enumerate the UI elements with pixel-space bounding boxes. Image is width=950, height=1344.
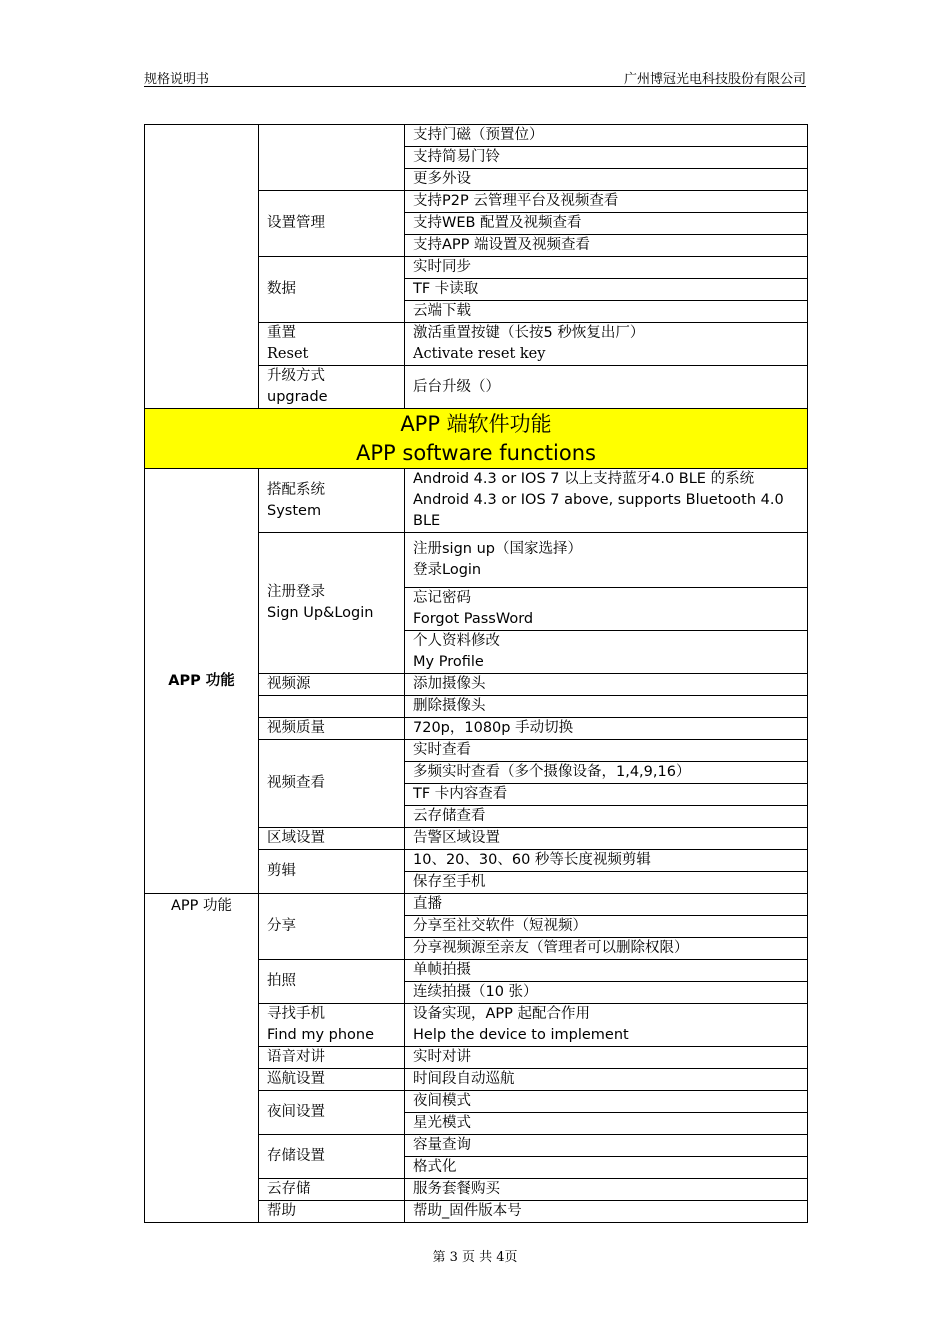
- feature-cell: [259, 696, 405, 718]
- detail-cell: 服务套餐购买: [405, 1179, 808, 1201]
- detail-cell: 实时同步: [405, 257, 808, 279]
- detail-cell: 云存储查看: [405, 806, 808, 828]
- page-header: [144, 66, 806, 87]
- detail-cell: 帮助_固件版本号: [405, 1201, 808, 1223]
- page-footer: 第 3 页 共 4页: [432, 1250, 518, 1265]
- detail-cell: [405, 588, 808, 631]
- feature-cell: 拍照: [259, 960, 405, 1004]
- detail-text: 个人资料修改: [413, 633, 500, 649]
- detail-text: 忘记密码: [413, 590, 471, 606]
- detail-cell: 容量查询: [405, 1135, 808, 1157]
- table-row: [145, 894, 808, 916]
- detail-cell: 删除摄像头: [405, 696, 808, 718]
- detail-cell: [405, 533, 808, 588]
- feature-cell: [259, 469, 405, 533]
- feature-label: 搭配系统: [267, 481, 325, 498]
- detail-cell: 分享至社交软件（短视频）: [405, 916, 808, 938]
- feature-cell: 存储设置: [259, 1135, 405, 1179]
- detail-cell: Android 4.3 or IOS 7 以上支持蓝牙4.0 BLE 的系统 Android 4.3 or IOS 7 above, supports Bluetooth 4.0 BLE: [405, 469, 808, 533]
- detail-cell: 星光模式: [405, 1113, 808, 1135]
- detail-text: 注册sign up（国家选择）: [413, 541, 582, 557]
- category-cell: APP 功能: [145, 894, 259, 1223]
- feature-cell: 帮助: [259, 1201, 405, 1223]
- detail-cell: 支持APP 端设置及视频查看: [405, 235, 808, 257]
- detail-text-en: 登录Login: [413, 562, 482, 578]
- detail-cell: 更多外设: [405, 169, 808, 191]
- detail-cell: 时间段自动巡航: [405, 1069, 808, 1091]
- feature-label-en: upgrade: [267, 389, 328, 405]
- detail-cell: 10、20、30、60 秒等长度视频剪辑: [405, 850, 808, 872]
- feature-cell: 夜间设置: [259, 1091, 405, 1135]
- banner-cell: [145, 409, 808, 469]
- feature-label-en: Reset: [267, 346, 309, 362]
- detail-cell: [405, 1004, 808, 1047]
- detail-cell: 保存至手机: [405, 872, 808, 894]
- detail-cell: 支持门磁（预置位）: [405, 125, 808, 147]
- detail-cell: 后台升级（）: [405, 366, 808, 409]
- feature-cell: 视频质量: [259, 718, 405, 740]
- detail-cell: 720p，1080p 手动切换: [405, 718, 808, 740]
- feature-cell: 云存储: [259, 1179, 405, 1201]
- detail-cell: 支持P2P 云管理平台及视频查看: [405, 191, 808, 213]
- detail-text: 设备实现，APP 起配合作用: [413, 1006, 591, 1022]
- detail-cell: 格式化: [405, 1157, 808, 1179]
- header-company: 广州博冠光电科技股份有限公司: [623, 72, 806, 87]
- detail-cell: 添加摄像头: [405, 674, 808, 696]
- detail-cell: [405, 631, 808, 674]
- feature-label-en: Find my phone: [267, 1027, 375, 1043]
- feature-cell: 区域设置: [259, 828, 405, 850]
- detail-cell: 实时对讲: [405, 1047, 808, 1069]
- detail-text-en: Help the device to implement: [413, 1027, 629, 1043]
- feature-cell: [259, 1004, 405, 1047]
- detail-cell: 夜间模式: [405, 1091, 808, 1113]
- detail-cell: 连续拍摄（10 张）: [405, 982, 808, 1004]
- detail-cell: 支持简易门铃: [405, 147, 808, 169]
- detail-cell: 直播: [405, 894, 808, 916]
- feature-label: 重置: [267, 325, 296, 341]
- feature-cell: [259, 125, 405, 191]
- table-row: [145, 469, 808, 533]
- category-cell: APP 功能: [145, 469, 259, 894]
- banner-title-en: APP software functions: [356, 440, 596, 465]
- detail-text-en: My Profile: [413, 654, 484, 670]
- feature-cell: 视频查看: [259, 740, 405, 828]
- feature-label: 升级方式: [267, 368, 325, 384]
- feature-cell: 视频源: [259, 674, 405, 696]
- header-doc-title: 规格说明书: [144, 72, 210, 87]
- feature-cell: [259, 323, 405, 366]
- feature-cell: 分享: [259, 894, 405, 960]
- section-banner: [145, 409, 808, 469]
- feature-cell: 语音对讲: [259, 1047, 405, 1069]
- detail-text: 激活重置按键（长按5 秒恢复出厂）: [413, 325, 645, 341]
- detail-cell: 告警区域设置: [405, 828, 808, 850]
- feature-cell: 巡航设置: [259, 1069, 405, 1091]
- feature-label-en: System: [267, 502, 322, 519]
- detail-cell: 单帧拍摄: [405, 960, 808, 982]
- feature-cell: 数据: [259, 257, 405, 323]
- feature-label: 注册登录: [267, 584, 325, 600]
- banner-title-cn: APP 端软件功能: [400, 411, 552, 436]
- feature-cell: [259, 533, 405, 674]
- spec-table: [144, 124, 808, 1223]
- detail-cell: [405, 323, 808, 366]
- detail-cell: 实时查看: [405, 740, 808, 762]
- feature-label-en: Sign Up&Login: [267, 605, 374, 621]
- detail-cell: TF 卡内容查看: [405, 784, 808, 806]
- category-cell: [145, 125, 259, 409]
- detail-cell: 分享视频源至亲友（管理者可以删除权限）: [405, 938, 808, 960]
- detail-cell: 支持WEB 配置及视频查看: [405, 213, 808, 235]
- feature-cell: [259, 366, 405, 409]
- detail-text-en: Activate reset key: [413, 346, 546, 362]
- feature-cell: 剪辑: [259, 850, 405, 894]
- detail-cell: 多频实时查看（多个摄像设备，1,4,9,16）: [405, 762, 808, 784]
- feature-cell: 设置管理: [259, 191, 405, 257]
- table-row: [145, 125, 808, 147]
- detail-cell: TF 卡读取: [405, 279, 808, 301]
- detail-cell: 云端下载: [405, 301, 808, 323]
- feature-label: 寻找手机: [267, 1006, 325, 1022]
- detail-text-en: Forgot PassWord: [413, 611, 534, 627]
